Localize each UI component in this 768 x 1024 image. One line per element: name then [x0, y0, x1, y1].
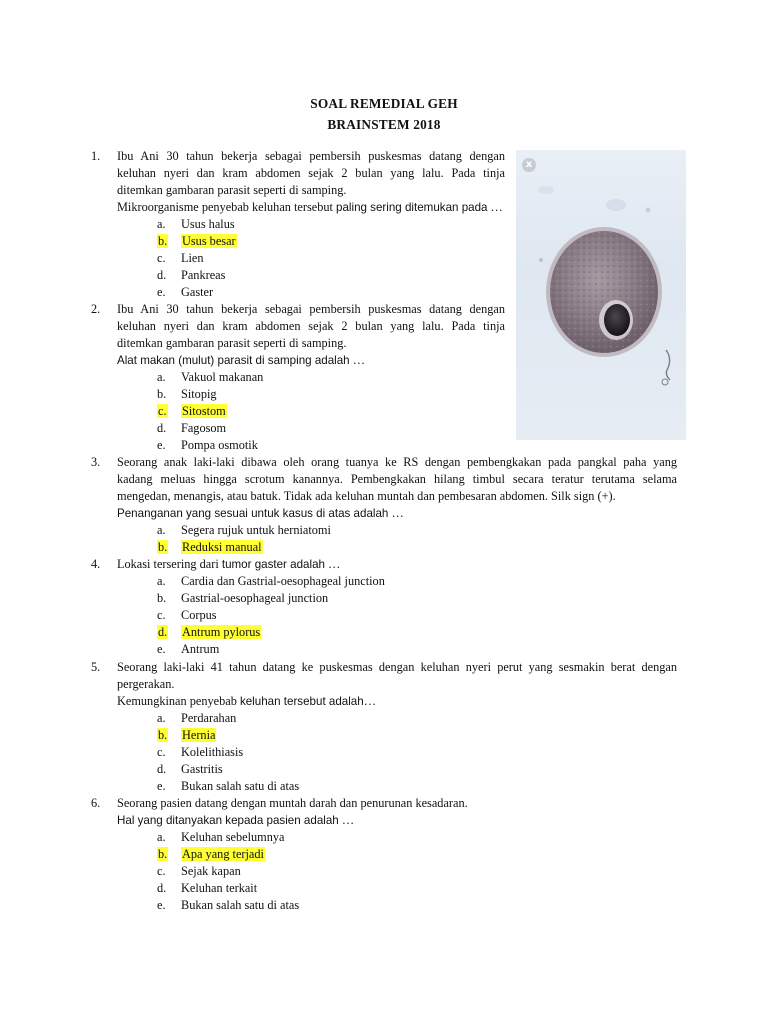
option-text: Pankreas: [181, 268, 226, 282]
option-letter: a.: [157, 370, 166, 384]
question-1-prompt: [117, 199, 503, 215]
option-letter: a.: [157, 830, 166, 844]
option-text: Kolelithiasis: [181, 745, 244, 759]
option-text: Fagosom: [181, 421, 227, 435]
option-letter: b.: [157, 387, 167, 401]
option-text: [181, 233, 237, 249]
option-text: Keluhan terkait: [181, 881, 258, 895]
option-letter: b.: [157, 591, 167, 605]
option-text: Gaster: [181, 285, 214, 299]
option-letter: [157, 233, 175, 249]
option-text: Pompa osmotik: [181, 438, 258, 452]
option-text: Vakuol makanan: [181, 370, 264, 384]
option-letter: [157, 539, 175, 555]
option-text: Cardia dan Gastrial-oesophageal junction: [181, 574, 385, 588]
option-letter: d.: [157, 268, 167, 282]
question-3-line-2: kadang meluas hingga scrotum kanannya. Pembengkakan hilang timbul secara teratur terutama selama: [117, 472, 677, 486]
question-5-number: 5.: [91, 660, 101, 674]
close-icon[interactable]: x: [522, 158, 536, 172]
prompt-ellipsis: …: [338, 813, 355, 827]
option-text: Sitopig: [181, 387, 217, 401]
option-letter: a.: [157, 523, 166, 537]
option-letter: [157, 403, 175, 419]
question-3-line-3: mengedan, menangis, atau batuk. Tidak ada keluhan muntah dan pembesaran abdomen. Silk sign (+).: [117, 489, 616, 503]
prompt-text: Lokasi tersering dari: [117, 557, 222, 571]
question-2-number: 2.: [91, 302, 101, 316]
answer-highlight: d.: [158, 625, 168, 639]
parasite-cell-illustration: [516, 150, 686, 440]
question-1-line-2: keluhan nyeri dan kram abdomen sejak 2 bulan yang lalu. Pada tinja: [117, 166, 505, 180]
question-1-number: 1.: [91, 149, 101, 163]
answer-highlight: Hernia: [182, 728, 216, 742]
option-text: [181, 846, 265, 862]
option-letter: e.: [157, 898, 166, 912]
answer-highlight: Antrum pylorus: [182, 625, 261, 639]
prompt-emphasis: tumor gaster adalah: [221, 558, 325, 571]
prompt-emphasis: keluhan tersebut adalah: [239, 695, 364, 708]
option-letter: d.: [157, 421, 167, 435]
question-3-number: 3.: [91, 455, 101, 469]
prompt-emphasis: Alat makan (mulut) parasit di samping adalah: [117, 354, 350, 367]
question-5-prompt: [117, 693, 376, 709]
option-letter: d.: [157, 881, 167, 895]
answer-highlight: Sitostom: [182, 404, 226, 418]
question-6-line-1: Seorang pasien datang dengan muntah darah dan penurunan kesadaran.: [117, 796, 468, 810]
question-3-prompt: [117, 505, 404, 521]
option-text: Corpus: [181, 608, 217, 622]
option-text: Usus halus: [181, 217, 235, 231]
option-text: Perdarahan: [181, 711, 237, 725]
question-1-line-1: Ibu Ani 30 tahun bekerja sebagai pembersih puskesmas datang dengan: [117, 149, 505, 163]
option-text: [181, 727, 216, 743]
prompt-text: Mikroorganisme penyebab keluhan tersebut: [117, 200, 337, 214]
question-6-number: 6.: [91, 796, 101, 810]
option-text: Lien: [181, 251, 204, 265]
option-text: Segera rujuk untuk herniatomi: [181, 523, 331, 537]
prompt-ellipsis: …: [487, 200, 503, 214]
question-6-prompt: [117, 812, 354, 828]
answer-highlight: b.: [158, 728, 168, 742]
option-letter: c.: [157, 608, 166, 622]
answer-highlight: Apa yang terjadi: [182, 847, 264, 861]
question-4-prompt: [117, 556, 340, 572]
prompt-ellipsis: …: [363, 694, 376, 708]
answer-highlight: c.: [158, 404, 167, 418]
option-letter: e.: [157, 438, 166, 452]
option-text: Gastrial-oesophageal junction: [181, 591, 329, 605]
option-text: Sejak kapan: [181, 864, 241, 878]
option-letter: [157, 727, 175, 743]
option-letter: e.: [157, 642, 166, 656]
question-1-line-3: ditemkan gambaran parasit seperti di samping.: [117, 183, 347, 197]
option-text: Bukan salah satu di atas: [181, 898, 300, 912]
question-4-number: 4.: [91, 557, 101, 571]
question-2-line-1: Ibu Ani 30 tahun bekerja sebagai pembersih puskesmas datang dengan: [117, 302, 505, 316]
prompt-emphasis: paling sering ditemukan pada: [336, 201, 488, 214]
question-2-prompt: [117, 352, 365, 368]
option-letter: a.: [157, 217, 166, 231]
prompt-ellipsis: …: [388, 506, 404, 520]
parasite-micrograph: [516, 150, 686, 440]
option-text: [181, 624, 261, 640]
option-letter: e.: [157, 779, 166, 793]
answer-highlight: Reduksi manual: [182, 540, 262, 554]
option-text: Antrum: [181, 642, 220, 656]
answer-highlight: b.: [158, 540, 168, 554]
document-title: SOAL REMEDIAL GEH: [310, 96, 458, 111]
question-5-line-1: Seorang laki-laki 41 tahun datang ke puskesmas dengan keluhan nyeri perut yang sesmakin berat dengan: [117, 660, 677, 674]
question-2-line-3: ditemkan gambaran parasit seperti di samping.: [117, 336, 347, 350]
question-3-line-1: Seorang anak laki-laki dibawa oleh orang tuanya ke RS dengan pembengkakan pada pangkal paha yang: [117, 455, 677, 469]
option-text: [181, 539, 263, 555]
option-letter: [157, 846, 175, 862]
option-text: Gastritis: [181, 762, 223, 776]
answer-highlight: Usus besar: [182, 234, 236, 248]
prompt-ellipsis: …: [324, 557, 341, 571]
prompt-emphasis: Hal yang ditanyakan kepada pasien adalah: [117, 814, 339, 827]
document-subtitle: BRAINSTEM 2018: [327, 117, 441, 132]
option-text: Keluhan sebelumnya: [181, 830, 285, 844]
prompt-emphasis: Penanganan yang sesuai untuk kasus di atas adalah: [117, 507, 389, 520]
option-text: Bukan salah satu di atas: [181, 779, 300, 793]
question-5-line-2: pergerakan.: [117, 677, 175, 691]
option-letter: a.: [157, 711, 166, 725]
option-letter: [157, 624, 175, 640]
option-text: [181, 403, 227, 419]
question-2-line-2: keluhan nyeri dan kram abdomen sejak 2 bulan yang lalu. Pada tinja: [117, 319, 505, 333]
option-letter: c.: [157, 864, 166, 878]
prompt-ellipsis: …: [349, 353, 366, 367]
prompt-text: Kemungkinan penyebab: [117, 694, 240, 708]
option-letter: d.: [157, 762, 167, 776]
option-letter: a.: [157, 574, 166, 588]
answer-highlight: b.: [158, 234, 168, 248]
answer-highlight: b.: [158, 847, 168, 861]
option-letter: c.: [157, 745, 166, 759]
option-letter: e.: [157, 285, 166, 299]
option-letter: c.: [157, 251, 166, 265]
